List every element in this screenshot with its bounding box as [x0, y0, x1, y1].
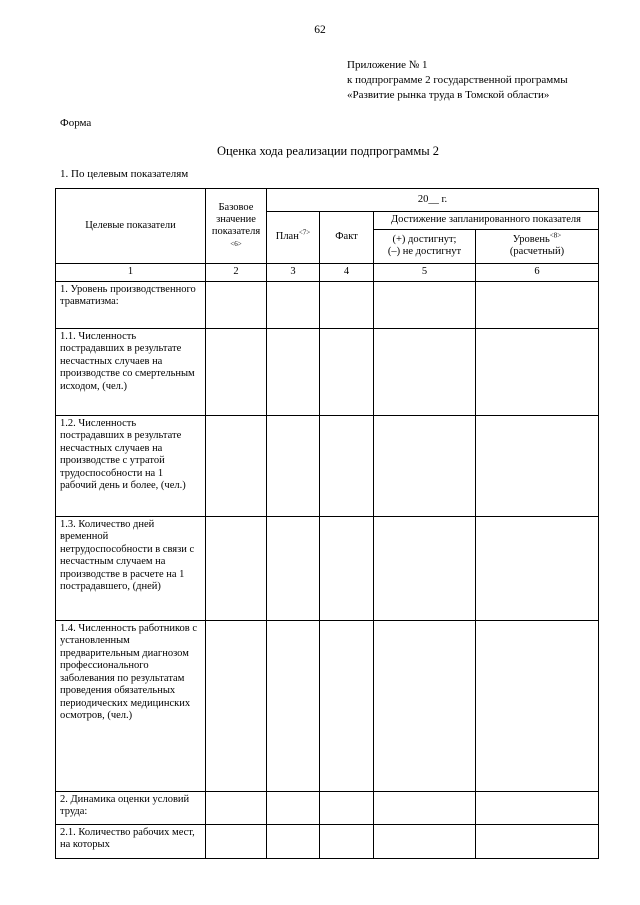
header-base-line-3: показателя [211, 225, 261, 237]
column-number: 2 [206, 263, 267, 281]
page-number: 62 [314, 24, 326, 36]
header-level-note: <8> [549, 231, 562, 239]
header-reached [374, 229, 476, 263]
cell-fact [320, 328, 374, 415]
cell-reached [374, 328, 476, 415]
header-plan [267, 212, 320, 264]
header-base-line-2: значение [216, 213, 256, 225]
row-indicator-name: 2. Динамика оценки условий труда: [56, 791, 206, 824]
header-level [476, 229, 599, 263]
row-indicator-name: 1.2. Численность пострадавших в результате несчастных случаев на производстве с утратой трудоспособности на 1 рабочий день и более, (чел.) [56, 415, 206, 516]
header-indicators: Целевые показатели [56, 189, 206, 264]
header-fact: Факт [320, 212, 374, 264]
cell-reached [374, 281, 476, 328]
cell-fact [320, 415, 374, 516]
appendix-line-2: к подпрограмме 2 государственной программы [347, 74, 568, 86]
cell-plan [267, 281, 320, 328]
cell-base-value [206, 516, 267, 620]
cell-base-value [206, 328, 267, 415]
document-title: Оценка хода реализации подпрограммы 2 [216, 144, 440, 158]
table-row [56, 824, 599, 858]
header-base-line-1: Базовое [218, 201, 254, 213]
table-row [56, 281, 599, 328]
column-number: 5 [374, 263, 476, 281]
cell-level [476, 824, 599, 858]
cell-base-value [206, 415, 267, 516]
header-year: 20__ г. [267, 189, 599, 212]
cell-plan [267, 415, 320, 516]
table-row [56, 328, 599, 415]
column-number: 6 [476, 263, 599, 281]
cell-reached [374, 620, 476, 791]
cell-base-value [206, 281, 267, 328]
column-number: 4 [320, 263, 374, 281]
cell-base-value [206, 620, 267, 791]
cell-level [476, 415, 599, 516]
cell-base-value [206, 791, 267, 824]
header-reached-line-1: (+) достигнут; [392, 233, 457, 245]
column-number: 3 [267, 263, 320, 281]
cell-base-value [206, 824, 267, 858]
appendix-line-3: «Развитие рынка труда в Томской области» [347, 89, 550, 101]
form-label: Форма [60, 117, 92, 129]
cell-plan [267, 328, 320, 415]
cell-level [476, 281, 599, 328]
header-base-note: <6> [230, 239, 242, 248]
cell-fact [320, 620, 374, 791]
appendix-line-1: Приложение № 1 [347, 59, 428, 71]
row-indicator-name: 1. Уровень производственного травматизма: [56, 281, 206, 328]
header-achievement: Достижение запланированного показателя [374, 212, 599, 230]
table-row [56, 516, 599, 620]
section-heading: 1. По целевым показателям [60, 168, 189, 180]
cell-reached [374, 791, 476, 824]
cell-fact [320, 791, 374, 824]
header-level-line-2: (расчетный) [509, 246, 565, 257]
header-reached-line-2: (–) не достигнут [387, 246, 462, 257]
cell-reached [374, 415, 476, 516]
table-row [56, 415, 599, 516]
row-indicator-name: 1.4. Численность работников с установленным предварительным диагнозом профессионального заболевания по результатам проведения обязательных периодических медицинских осмотров, (чел.) [56, 620, 206, 791]
header-plan-label: План [275, 231, 299, 242]
header-base-value [206, 189, 267, 264]
table-row [56, 620, 599, 791]
column-number-row [56, 263, 599, 281]
cell-reached [374, 516, 476, 620]
header-level-line-1: Уровень [512, 233, 550, 245]
cell-plan [267, 516, 320, 620]
cell-fact [320, 281, 374, 328]
cell-level [476, 620, 599, 791]
table-row [56, 791, 599, 824]
row-indicator-name: 1.1. Численность пострадавших в результате несчастных случаев на производстве со смертельным исходом, (чел.) [56, 328, 206, 415]
cell-level [476, 516, 599, 620]
cell-reached [374, 824, 476, 858]
row-indicator-name: 2.1. Количество рабочих мест, на которых [56, 824, 206, 858]
row-indicator-name: 1.3. Количество дней временной нетрудоспособности в связи с несчастным случаем на производстве в расчете на 1 пострадавшего, (дней) [56, 516, 206, 620]
cell-plan [267, 620, 320, 791]
cell-level [476, 791, 599, 824]
column-number: 1 [56, 263, 206, 281]
cell-fact [320, 516, 374, 620]
indicators-table [55, 188, 599, 859]
header-plan-note: <7> [298, 228, 311, 237]
appendix-header [347, 58, 568, 103]
cell-level [476, 328, 599, 415]
cell-fact [320, 824, 374, 858]
cell-plan [267, 791, 320, 824]
cell-plan [267, 824, 320, 858]
